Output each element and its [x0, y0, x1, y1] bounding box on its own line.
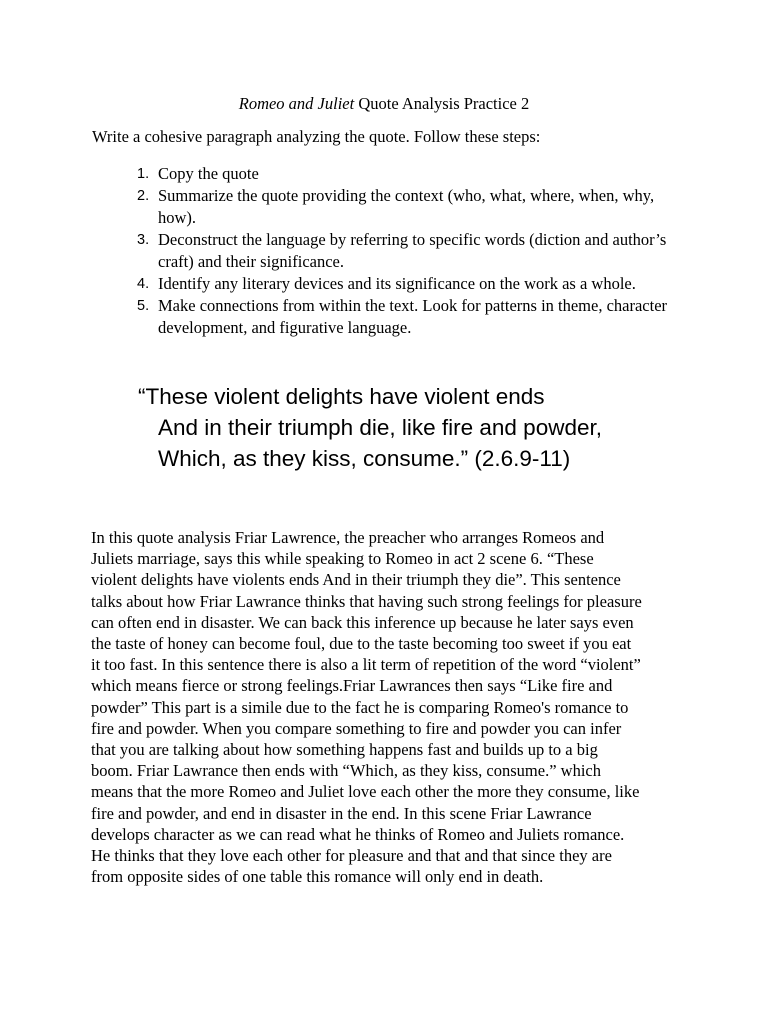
step-text: Make connections from within the text. Look for patterns in theme, character development, and figurative language. [158, 296, 668, 337]
analysis-line: it too fast. In this sentence there is also a lit term of repetition of the word “violent” [91, 655, 641, 675]
analysis-line: the taste of honey can become foul, due to the taste becoming too sweet if you eat [91, 634, 632, 654]
quote-line-3: Which, as they kiss, consume.” (2.6.9-11) [158, 446, 571, 471]
analysis-line: He thinks that they love each other for pleasure and that and that since they are [91, 846, 612, 866]
step-item [137, 229, 677, 273]
document-title [0, 94, 768, 114]
analysis-paragraph [91, 527, 691, 887]
step-item [137, 163, 677, 185]
analysis-line: can often end in disaster. We can back this inference up because he later says even [91, 612, 634, 632]
analysis-line: fire and powder, and end in disaster in the end. In this scene Friar Lawrance [91, 803, 592, 823]
analysis-line: boom. Friar Lawrance then ends with “Which, as they kiss, consume.” which [91, 761, 601, 781]
quote-line-2: And in their triumph die, like fire and powder, [158, 415, 602, 440]
analysis-line: talks about how Friar Lawrance thinks that having such strong feelings for pleasure [91, 591, 642, 611]
title-play-name: Romeo and Juliet [238, 94, 355, 113]
step-item [137, 295, 677, 339]
instruction-text: Write a cohesive paragraph analyzing the quote. Follow these steps: [92, 127, 541, 146]
analysis-line: In this quote analysis Friar Lawrence, the preacher who arranges Romeos and [91, 528, 605, 547]
step-number: 2. [137, 188, 150, 204]
analysis-line: powder” This part is a simile due to the fact he is comparing Romeo's romance to [91, 697, 629, 717]
step-number: 1. [137, 166, 150, 182]
analysis-line: which means fierce or strong feelings.Friar Lawrances then says “Like fire and [91, 676, 613, 696]
step-number: 4. [137, 276, 150, 292]
steps-list [137, 163, 677, 339]
step-item [137, 185, 677, 229]
analysis-line: develops character as we can read what he thinks of Romeo and Juliets romance. [91, 824, 625, 844]
step-number: 5. [137, 298, 150, 314]
analysis-line: from opposite sides of one table this romance will only end in death. [91, 867, 544, 887]
analysis-line: violent delights have violents ends And in their triumph they die”. This sentence [91, 570, 621, 590]
step-text: Deconstruct the language by referring to specific words (diction and author’s craft) and their significance. [158, 230, 667, 271]
step-text: Identify any literary devices and its significance on the work as a whole. [158, 274, 636, 293]
step-text: Summarize the quote providing the context (who, what, where, when, why, how). [158, 186, 655, 227]
analysis-line: that you are talking about how something happens fast and builds up to a big [91, 740, 598, 760]
step-item [137, 273, 677, 295]
analysis-line: fire and powder. When you compare something to fire and powder you can infer [91, 718, 622, 738]
quote-line-1: “These violent delights have violent ends [138, 384, 545, 409]
analysis-line: means that the more Romeo and Juliet love each other the more they consume, like [91, 782, 640, 802]
step-text: Copy the quote [158, 164, 259, 183]
title-rest: Quote Analysis Practice 2 [354, 94, 530, 113]
analysis-line: Juliets marriage, says this while speaking to Romeo in act 2 scene 6. “These [91, 549, 594, 569]
featured-quote [138, 381, 602, 474]
step-number: 3. [137, 232, 150, 248]
